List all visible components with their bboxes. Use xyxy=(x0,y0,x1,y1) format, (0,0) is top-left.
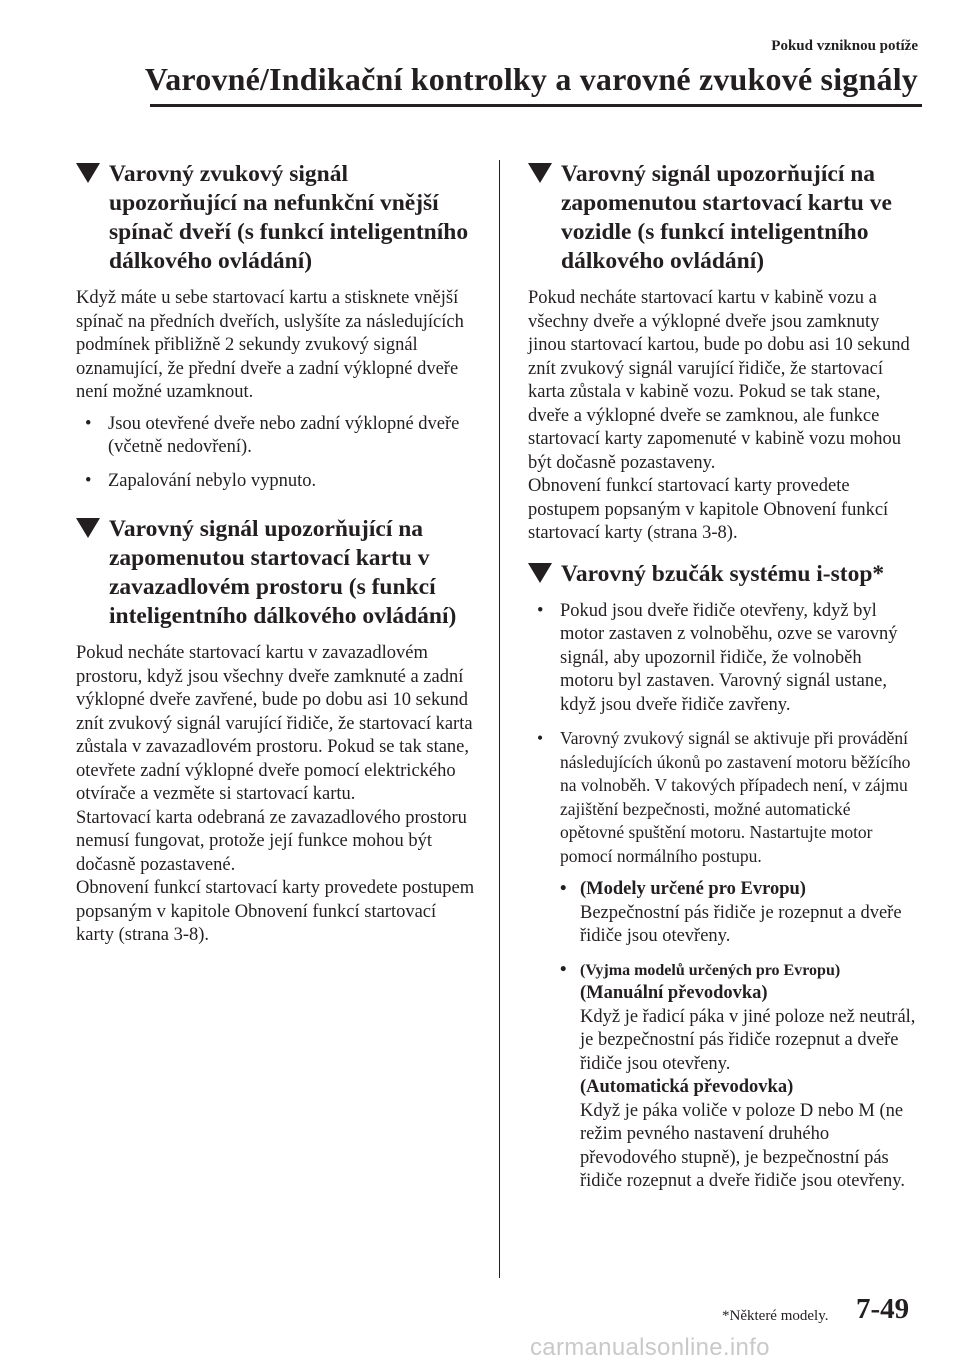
bullet-icon: • xyxy=(537,728,544,748)
page-number: 7-49 xyxy=(856,1293,910,1325)
sub-bullet-heading: (Modely určené pro Evropu) xyxy=(580,879,806,899)
bullet-text: Jsou otevřené dveře nebo zadní výklopné dveře (včetně nedovření). xyxy=(108,413,460,457)
sub-bullet-item xyxy=(528,878,918,949)
section-triangle-icon xyxy=(76,163,100,183)
section-triangle-icon xyxy=(76,518,100,538)
section-triangle-icon xyxy=(528,163,552,183)
transmission-heading-automatic: (Automatická převodovka) xyxy=(580,1077,794,1097)
bullet-text: Varovný zvukový signál se aktivuje při provádění následujících úkonů po zastavení motoru běžícího na volnoběh. V takových případech není, v zájmu zajištění bezpečnosti, možné automatické opětovné spuštění motoru. Nastartujte motor pomocí normálního postupu. xyxy=(560,728,911,866)
section-title-card-in-vehicle xyxy=(528,160,918,276)
section-title-text: Varovný bzučák systému i-stop* xyxy=(561,560,885,587)
bullet-icon: • xyxy=(560,879,567,899)
header-section-label: Pokud vzniknou potíže xyxy=(771,38,918,54)
section-triangle-icon xyxy=(528,563,552,583)
sub-bullet-text: Když je řadicí páka v jiné poloze než neutrál, je bezpečnostní pás řidiče rozepnut a dveře řidiče jsou otevřeny. xyxy=(580,1006,916,1074)
sub-bullet-heading: (Vyjma modelů určených pro Evropu) xyxy=(580,961,841,979)
footnote: *Některé modely. xyxy=(722,1308,829,1324)
paragraph: Obnovení funkcí startovací karty provedete postupem popsaným v kapitole Obnovení funkcí startovací karty (strana 3-8). xyxy=(76,878,475,945)
bullet-item xyxy=(528,727,918,868)
bullet-icon: • xyxy=(85,470,92,491)
paragraph: Pokud necháte startovací kartu v kabině vozu a všechny dveře a výklopné dveře jsou zamknuty jinou startovací kartou, bude po dobu asi 10 sekund znít zvukový signál varující řidiče, že startovací karta zůstala v kabině vozu. Pokud se tak stane, dveře a výklopné dveře se zamknou, ale funkce startovací karty zapomenuté v kabině vozu mohou být dočasně pozastaveny. xyxy=(528,288,910,473)
bullet-icon: • xyxy=(537,600,544,621)
left-column xyxy=(76,160,476,956)
sub-bullet-text: Bezpečnostní pás řidiče je rozepnut a dveře řidiče jsou otevřeny. xyxy=(580,902,902,946)
section-title-card-in-luggage xyxy=(76,515,476,631)
paragraph: Když máte u sebe startovací kartu a stisknete vnější spínač na předních dveřích, uslyšíte za následujících podmínek přibližně 2 sekundy zvukový signál oznamující, že přední dveře a zadní výklopné dveře není možné uzamknout. xyxy=(76,288,464,402)
bullet-text: Zapalování nebylo vypnuto. xyxy=(108,470,317,491)
transmission-heading-manual: (Manuální převodovka) xyxy=(580,983,768,1003)
section-title-text: Varovný zvukový signál upozorňující na nefunkční vnější spínač dveří (s funkcí inteligentního dálkového ovládání) xyxy=(109,161,469,274)
section-title-door-switch-warning xyxy=(76,160,476,276)
paragraph: Startovací karta odebraná ze zavazadlového prostoru nemusí fungovat, protože její funkce mohou být dočasně pozastavené. xyxy=(76,807,467,875)
bullet-item xyxy=(528,600,918,718)
header-rule xyxy=(150,104,922,107)
bullet-icon: • xyxy=(85,413,92,434)
section-title-i-stop-buzzer xyxy=(528,560,918,589)
paragraph: Pokud necháte startovací kartu v zavazadlovém prostoru, když jsou všechny dveře zamknuté a zadní výklopné dveře zavřené, bude po dobu asi 10 sekund znít zvukový signál varující řidiče, že startovací karta zůstala v zavazadlovém prostoru. Pokud se tak stane, otevřete zadní výklopné dveře pomocí elektrického otvírače a vezměte si startovací kartu. xyxy=(76,643,473,804)
section-title-text: Varovný signál upozorňující na zapomenutou startovací kartu v zavazadlovém prostoru (s funkcí inteligentního dálkového ovládání) xyxy=(109,516,457,629)
right-column xyxy=(528,160,918,1204)
page-title: Varovné/Indikační kontrolky a varovné zvukové signály xyxy=(144,61,918,97)
section-title-text: Varovný signál upozorňující na zapomenutou startovací kartu ve vozidle (s funkcí inteligentního dálkového ovládání) xyxy=(561,161,892,274)
watermark: carmanualsonline.info xyxy=(530,1334,770,1361)
sub-bullet-item xyxy=(528,959,918,1194)
column-divider xyxy=(499,160,500,1278)
bullet-item xyxy=(76,470,476,494)
bullet-icon: • xyxy=(560,959,567,980)
bullet-item xyxy=(76,413,476,460)
paragraph: Obnovení funkcí startovací karty provedete postupem popsaným v kapitole Obnovení funkcí startovací karty (strana 3-8). xyxy=(528,476,889,543)
bullet-text: Pokud jsou dveře řidiče otevřeny, když byl motor zastaven z volnoběhu, ozve se varovný signál, aby upozornil řidiče, že volnoběh motoru byl zastaven. Varovný signál ustane, když jsou dveře řidiče zavřeny. xyxy=(560,600,898,715)
sub-bullet-text: Když je páka voliče v poloze D nebo M (ne režim pevného nastavení druhého převodového stupně), je bezpečnostní pás řidiče rozepnut a dveře řidiče jsou otevřeny. xyxy=(580,1100,905,1191)
